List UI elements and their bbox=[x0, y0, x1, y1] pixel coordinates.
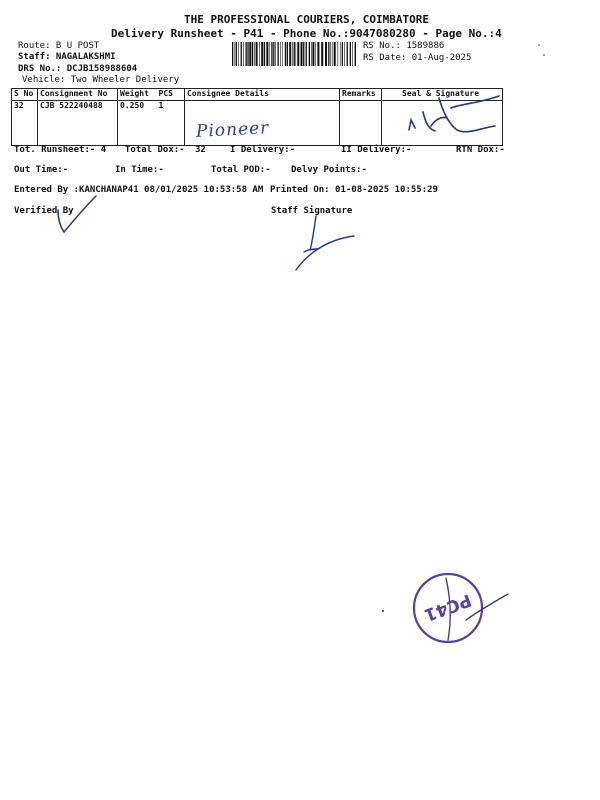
delvy-points: Delvy Points:- bbox=[291, 165, 367, 175]
rs-number: RS No.: 1589886 bbox=[363, 41, 445, 51]
col-weight: Weight bbox=[120, 89, 149, 98]
i-delivery: I Delivery:- bbox=[230, 145, 296, 155]
in-time: In Time:- bbox=[115, 165, 164, 175]
rtn-dox: RTN Dox:- bbox=[456, 145, 505, 155]
total-dox-label: Total Dox:- bbox=[125, 145, 185, 155]
stamp-text: PC41 bbox=[421, 589, 474, 625]
staff-text: Staff: NAGALAKSHMI bbox=[18, 52, 116, 62]
entered-by: Entered By :KANCHANAP41 08/01/2025 10:53:58 AM bbox=[14, 185, 264, 195]
rs-date: RS Date: 01-Aug-2025 bbox=[363, 53, 472, 63]
pc41-stamp bbox=[408, 570, 513, 645]
col-sno: S No bbox=[12, 89, 38, 101]
staff-signature-label: Staff Signature bbox=[271, 206, 353, 216]
cell-consignment: CJB 522240488 bbox=[38, 101, 118, 146]
out-time: Out Time:- bbox=[14, 165, 69, 175]
company-title: THE PROFESSIONAL COURIERS, COIMBATORE bbox=[184, 13, 430, 26]
col-consignee: Consignee Details bbox=[185, 89, 340, 101]
col-remarks: Remarks bbox=[340, 89, 382, 101]
handwritten-consignee: Pioneer bbox=[195, 118, 270, 142]
cell-weight: 0.250 bbox=[120, 101, 145, 110]
verified-by-label: Verified By bbox=[14, 206, 74, 216]
cell-pcs: 1 bbox=[158, 101, 164, 110]
total-dox-value: 32 bbox=[195, 145, 206, 155]
printed-on: Printed On: 01-08-2025 10:55:29 bbox=[270, 185, 438, 195]
col-seal: Seal & Signature bbox=[382, 89, 503, 101]
route-text: Route: B U POST bbox=[18, 41, 100, 51]
ii-delivery: II Delivery:- bbox=[341, 145, 412, 155]
total-pod: Total POD:- bbox=[211, 165, 271, 175]
vehicle-text: Vehicle: Two Wheeler Delivery bbox=[22, 75, 180, 85]
cell-sno: 32 bbox=[12, 101, 38, 146]
tot-runsheet: Tot. Runsheet:- 4 bbox=[14, 145, 107, 155]
drs-number: DRS No.: DCJB158988604 bbox=[18, 64, 138, 74]
runsheet-title: Delivery Runsheet - P41 - Phone No.:9047080280 - Page No.:4 bbox=[111, 27, 502, 40]
col-consignment: Consignment No bbox=[38, 89, 118, 101]
col-pcs: PCS bbox=[158, 89, 173, 98]
